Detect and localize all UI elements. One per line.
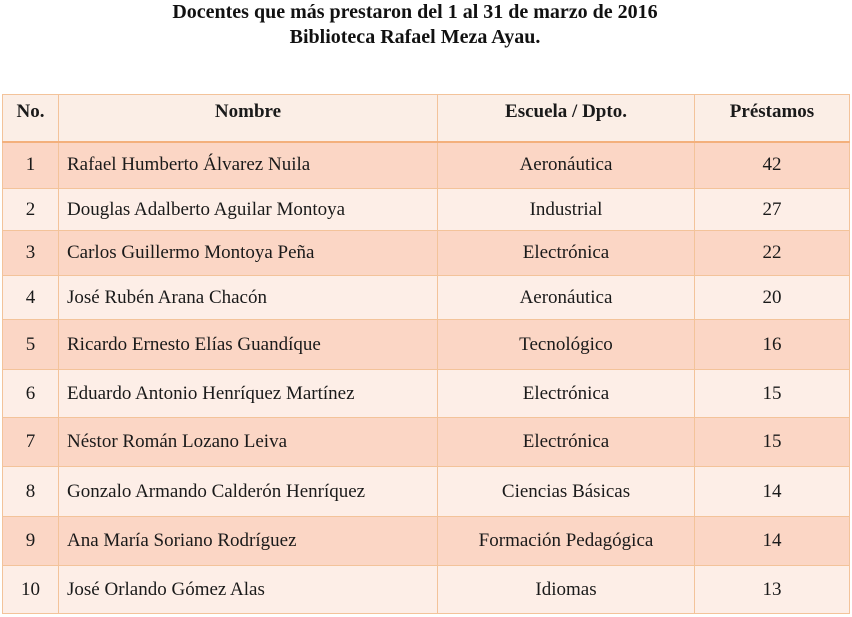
cell-name: Rafael Humberto Álvarez Nuila	[59, 142, 438, 189]
cell-no: 7	[3, 418, 59, 467]
cell-loans: 22	[695, 231, 850, 276]
cell-school: Formación Pedagógica	[438, 517, 695, 566]
cell-name: José Rubén Arana Chacón	[59, 276, 438, 320]
document-subtitle: Biblioteca Rafael Meza Ayau.	[289, 26, 541, 48]
cell-loans: 13	[695, 566, 850, 614]
cell-name: Néstor Román Lozano Leiva	[59, 418, 438, 467]
header-loans: Préstamos	[695, 95, 850, 142]
table-row	[3, 142, 850, 189]
cell-loans: 14	[695, 517, 850, 566]
cell-name: Douglas Adalberto Aguilar Montoya	[59, 189, 438, 231]
cell-loans: 15	[695, 418, 850, 467]
cell-loans: 15	[695, 370, 850, 418]
cell-school: Idiomas	[438, 566, 695, 614]
cell-loans: 16	[695, 320, 850, 370]
table-row	[3, 517, 850, 566]
cell-name: Ana María Soriano Rodríguez	[59, 517, 438, 566]
header-no: No.	[3, 95, 59, 142]
cell-name: José Orlando Gómez Alas	[59, 566, 438, 614]
cell-no: 9	[3, 517, 59, 566]
cell-name: Carlos Guillermo Montoya Peña	[59, 231, 438, 276]
header-name: Nombre	[59, 95, 438, 142]
cell-name: Eduardo Antonio Henríquez Martínez	[59, 370, 438, 418]
cell-name: Ricardo Ernesto Elías Guandíque	[59, 320, 438, 370]
table-row	[3, 320, 850, 370]
cell-no: 4	[3, 276, 59, 320]
cell-school: Aeronáutica	[438, 142, 695, 189]
cell-no: 6	[3, 370, 59, 418]
table-body	[3, 142, 850, 614]
table-row	[3, 467, 850, 517]
header-school: Escuela / Dpto.	[438, 95, 695, 142]
cell-no: 2	[3, 189, 59, 231]
cell-no: 3	[3, 231, 59, 276]
cell-no: 1	[3, 142, 59, 189]
cell-loans: 27	[695, 189, 850, 231]
cell-loans: 14	[695, 467, 850, 517]
cell-school: Electrónica	[438, 370, 695, 418]
cell-name: Gonzalo Armando Calderón Henríquez	[59, 467, 438, 517]
document-title: Docentes que más prestaron del 1 al 31 de marzo de 2016	[172, 1, 658, 23]
cell-school: Industrial	[438, 189, 695, 231]
table-row	[3, 566, 850, 614]
table-row	[3, 189, 850, 231]
cell-loans: 42	[695, 142, 850, 189]
cell-school: Ciencias Básicas	[438, 467, 695, 517]
cell-no: 8	[3, 467, 59, 517]
cell-school: Tecnológico	[438, 320, 695, 370]
cell-school: Aeronáutica	[438, 276, 695, 320]
cell-loans: 20	[695, 276, 850, 320]
cell-no: 5	[3, 320, 59, 370]
table-row	[3, 276, 850, 320]
cell-school: Electrónica	[438, 231, 695, 276]
table-row	[3, 418, 850, 467]
table-row	[3, 370, 850, 418]
cell-no: 10	[3, 566, 59, 614]
table-row	[3, 231, 850, 276]
loans-ranking-table	[2, 94, 850, 614]
cell-school: Electrónica	[438, 418, 695, 467]
table-header-row	[3, 95, 850, 142]
